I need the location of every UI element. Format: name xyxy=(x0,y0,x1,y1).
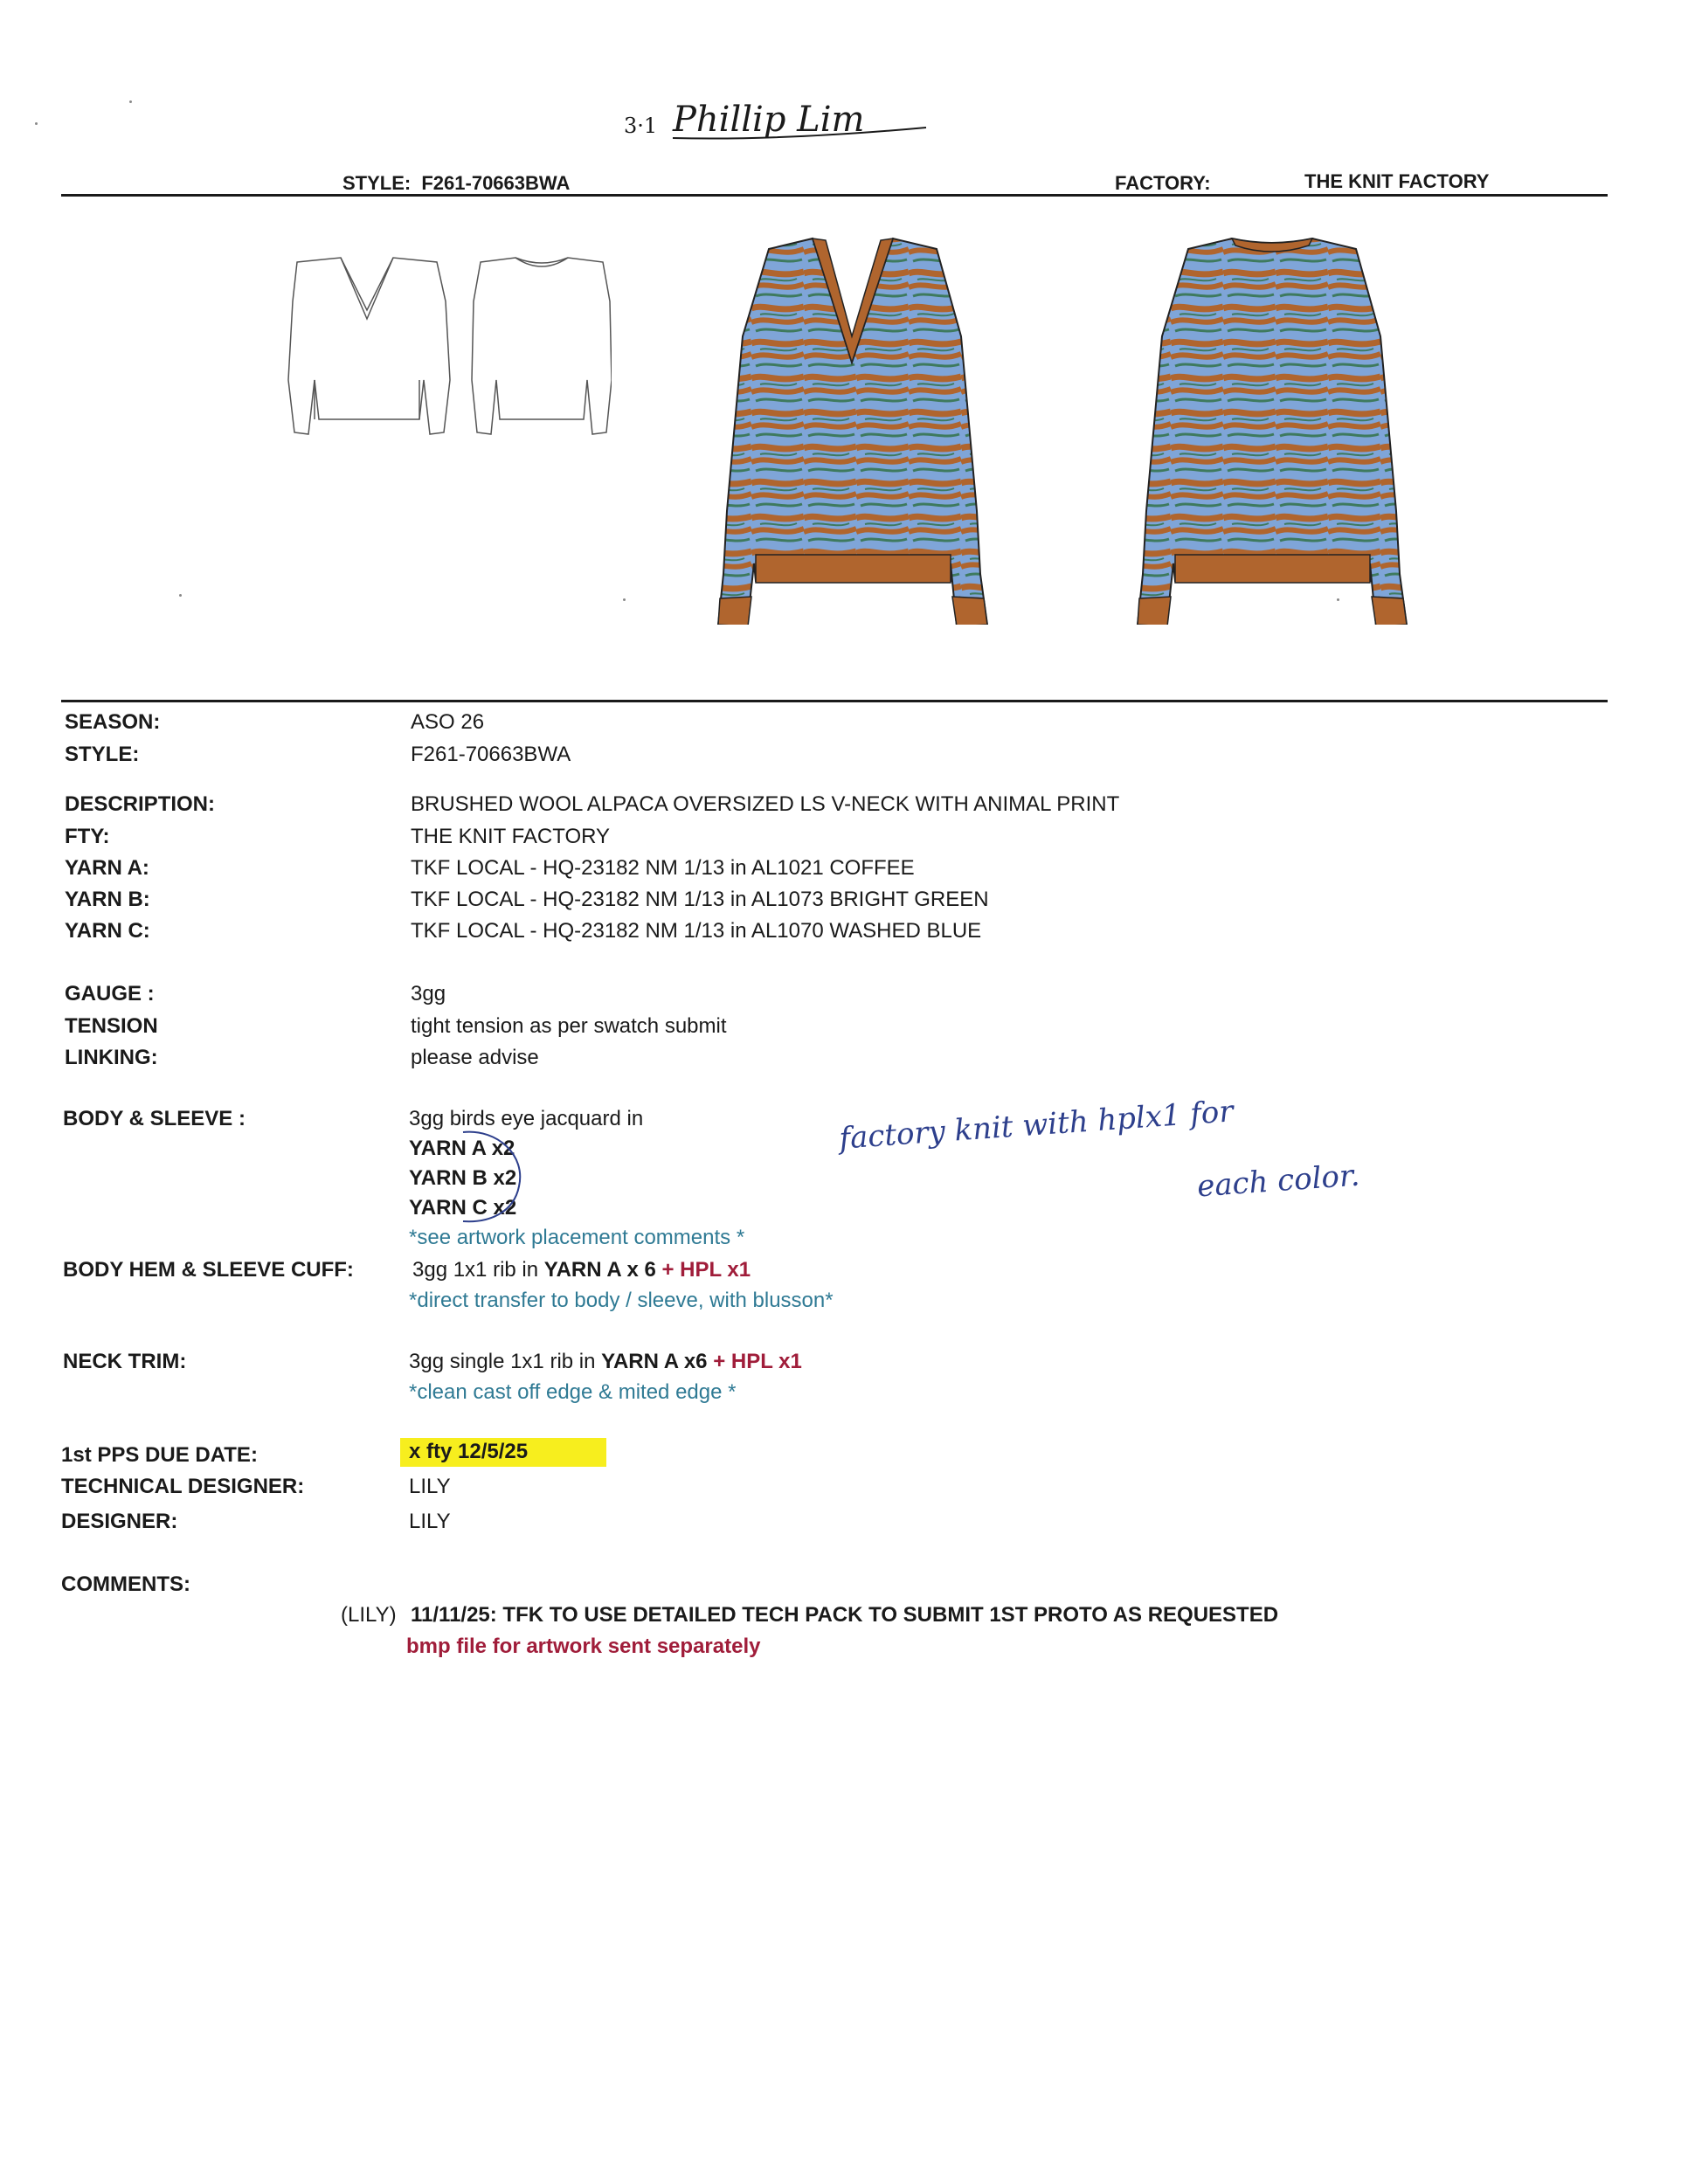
body-sleeve-note: *see artwork placement comments * xyxy=(409,1226,745,1249)
sweater-illustrations xyxy=(699,232,1433,625)
flat-sketch-front-back xyxy=(245,249,612,450)
neck-trim-yarn: YARN A x6 xyxy=(601,1350,708,1373)
section-divider xyxy=(61,700,1608,702)
hem-cuff-label: BODY HEM & SLEEVE CUFF: xyxy=(63,1258,354,1282)
body-sleeve-label: BODY & SLEEVE : xyxy=(63,1107,246,1130)
handwritten-note-line1: factory knit with hplx1 for xyxy=(838,1094,1235,1157)
svg-text:Phillip Lim: Phillip Lim xyxy=(673,100,865,140)
yarn-c-value: TKF LOCAL - HQ-23182 NM 1/13 in AL1070 WASHED BLUE xyxy=(411,919,982,943)
header-style xyxy=(342,172,570,195)
neck-trim-hpl: + HPL x1 xyxy=(707,1350,802,1373)
header-style-value: F261-70663BWA xyxy=(421,172,571,194)
style-value: F261-70663BWA xyxy=(411,743,571,766)
technical-designer-value: LILY xyxy=(409,1475,451,1498)
hem-cuff-spec xyxy=(412,1258,751,1282)
fty-label: FTY: xyxy=(65,825,110,848)
body-sleeve-yarn-a: YARN A x2 xyxy=(409,1137,515,1160)
designer-value: LILY xyxy=(409,1510,451,1533)
yarn-a-label: YARN A: xyxy=(65,856,149,880)
tension-label: TENSION xyxy=(65,1014,158,1038)
comments-entry: 11/11/25: TFK TO USE DETAILED TECH PACK TO SUBMIT 1ST PROTO AS REQUESTED xyxy=(411,1603,1279,1627)
linking-value: please advise xyxy=(411,1046,539,1069)
sweater-front-back-illustration xyxy=(699,232,1433,625)
technical-designer-label: TECHNICAL DESIGNER: xyxy=(61,1475,305,1498)
pen-circle-drawing xyxy=(428,1125,533,1230)
comments-label: COMMENTS: xyxy=(61,1572,190,1596)
body-sleeve-line1: 3gg birds eye jacquard in xyxy=(409,1107,644,1130)
brand-logo xyxy=(612,87,944,157)
pps-due-label: 1st PPS DUE DATE: xyxy=(61,1443,258,1467)
header-factory-label: FACTORY: xyxy=(1115,172,1211,194)
style-label: STYLE: xyxy=(65,743,140,766)
designer-label: DESIGNER: xyxy=(61,1510,178,1533)
sweater-back xyxy=(1138,238,1407,625)
yarn-c-label: YARN C: xyxy=(65,919,150,943)
yarn-b-label: YARN B: xyxy=(65,888,150,911)
comments-author: (LILY) xyxy=(341,1603,397,1627)
pps-due-value-wrap xyxy=(400,1440,606,1464)
season-value: ASO 26 xyxy=(411,710,485,734)
handwritten-note-line2: each color. xyxy=(1195,1158,1361,1205)
gauge-label: GAUGE : xyxy=(65,982,155,1006)
svg-text:3·1: 3·1 xyxy=(624,114,658,138)
fty-value: THE KNIT FACTORY xyxy=(411,825,611,848)
hem-cuff-yarn: YARN A x 6 xyxy=(543,1258,656,1282)
sweater-front xyxy=(718,238,987,625)
neck-trim-prefix: 3gg single 1x1 rib in xyxy=(409,1350,602,1373)
comments-note: bmp file for artwork sent separately xyxy=(406,1635,761,1658)
yarn-b-value: TKF LOCAL - HQ-23182 NM 1/13 in AL1073 BRIGHT GREEN xyxy=(411,888,989,911)
header-divider xyxy=(61,194,1608,197)
header-style-label: STYLE: xyxy=(342,172,412,194)
flat-sketches xyxy=(245,249,612,450)
neck-trim-note: *clean cast off edge & mited edge * xyxy=(409,1380,737,1404)
neck-trim-label: NECK TRIM: xyxy=(63,1350,187,1373)
linking-label: LINKING: xyxy=(65,1046,158,1069)
season-label: SEASON: xyxy=(65,710,161,734)
pps-due-value: x fty 12/5/25 xyxy=(400,1438,606,1467)
tension-value: tight tension as per swatch submit xyxy=(411,1014,727,1038)
hem-cuff-prefix: 3gg 1x1 rib in xyxy=(412,1258,544,1282)
body-sleeve-yarn-c: YARN C x2 xyxy=(409,1196,517,1220)
yarn-a-value: TKF LOCAL - HQ-23182 NM 1/13 in AL1021 COFFEE xyxy=(411,856,915,880)
pen-circle-mark xyxy=(428,1125,533,1230)
body-sleeve-yarn-b: YARN B x2 xyxy=(409,1166,517,1190)
gauge-value: 3gg xyxy=(411,982,446,1006)
brand-logo-signature xyxy=(612,87,944,157)
description-value: BRUSHED WOOL ALPACA OVERSIZED LS V-NECK WITH ANIMAL PRINT xyxy=(411,792,1120,816)
description-label: DESCRIPTION: xyxy=(65,792,216,816)
hem-cuff-note: *direct transfer to body / sleeve, with blusson* xyxy=(409,1289,834,1312)
header-factory-value: THE KNIT FACTORY xyxy=(1304,170,1490,192)
hem-cuff-hpl: + HPL x1 xyxy=(655,1258,751,1282)
neck-trim-spec xyxy=(409,1350,802,1374)
